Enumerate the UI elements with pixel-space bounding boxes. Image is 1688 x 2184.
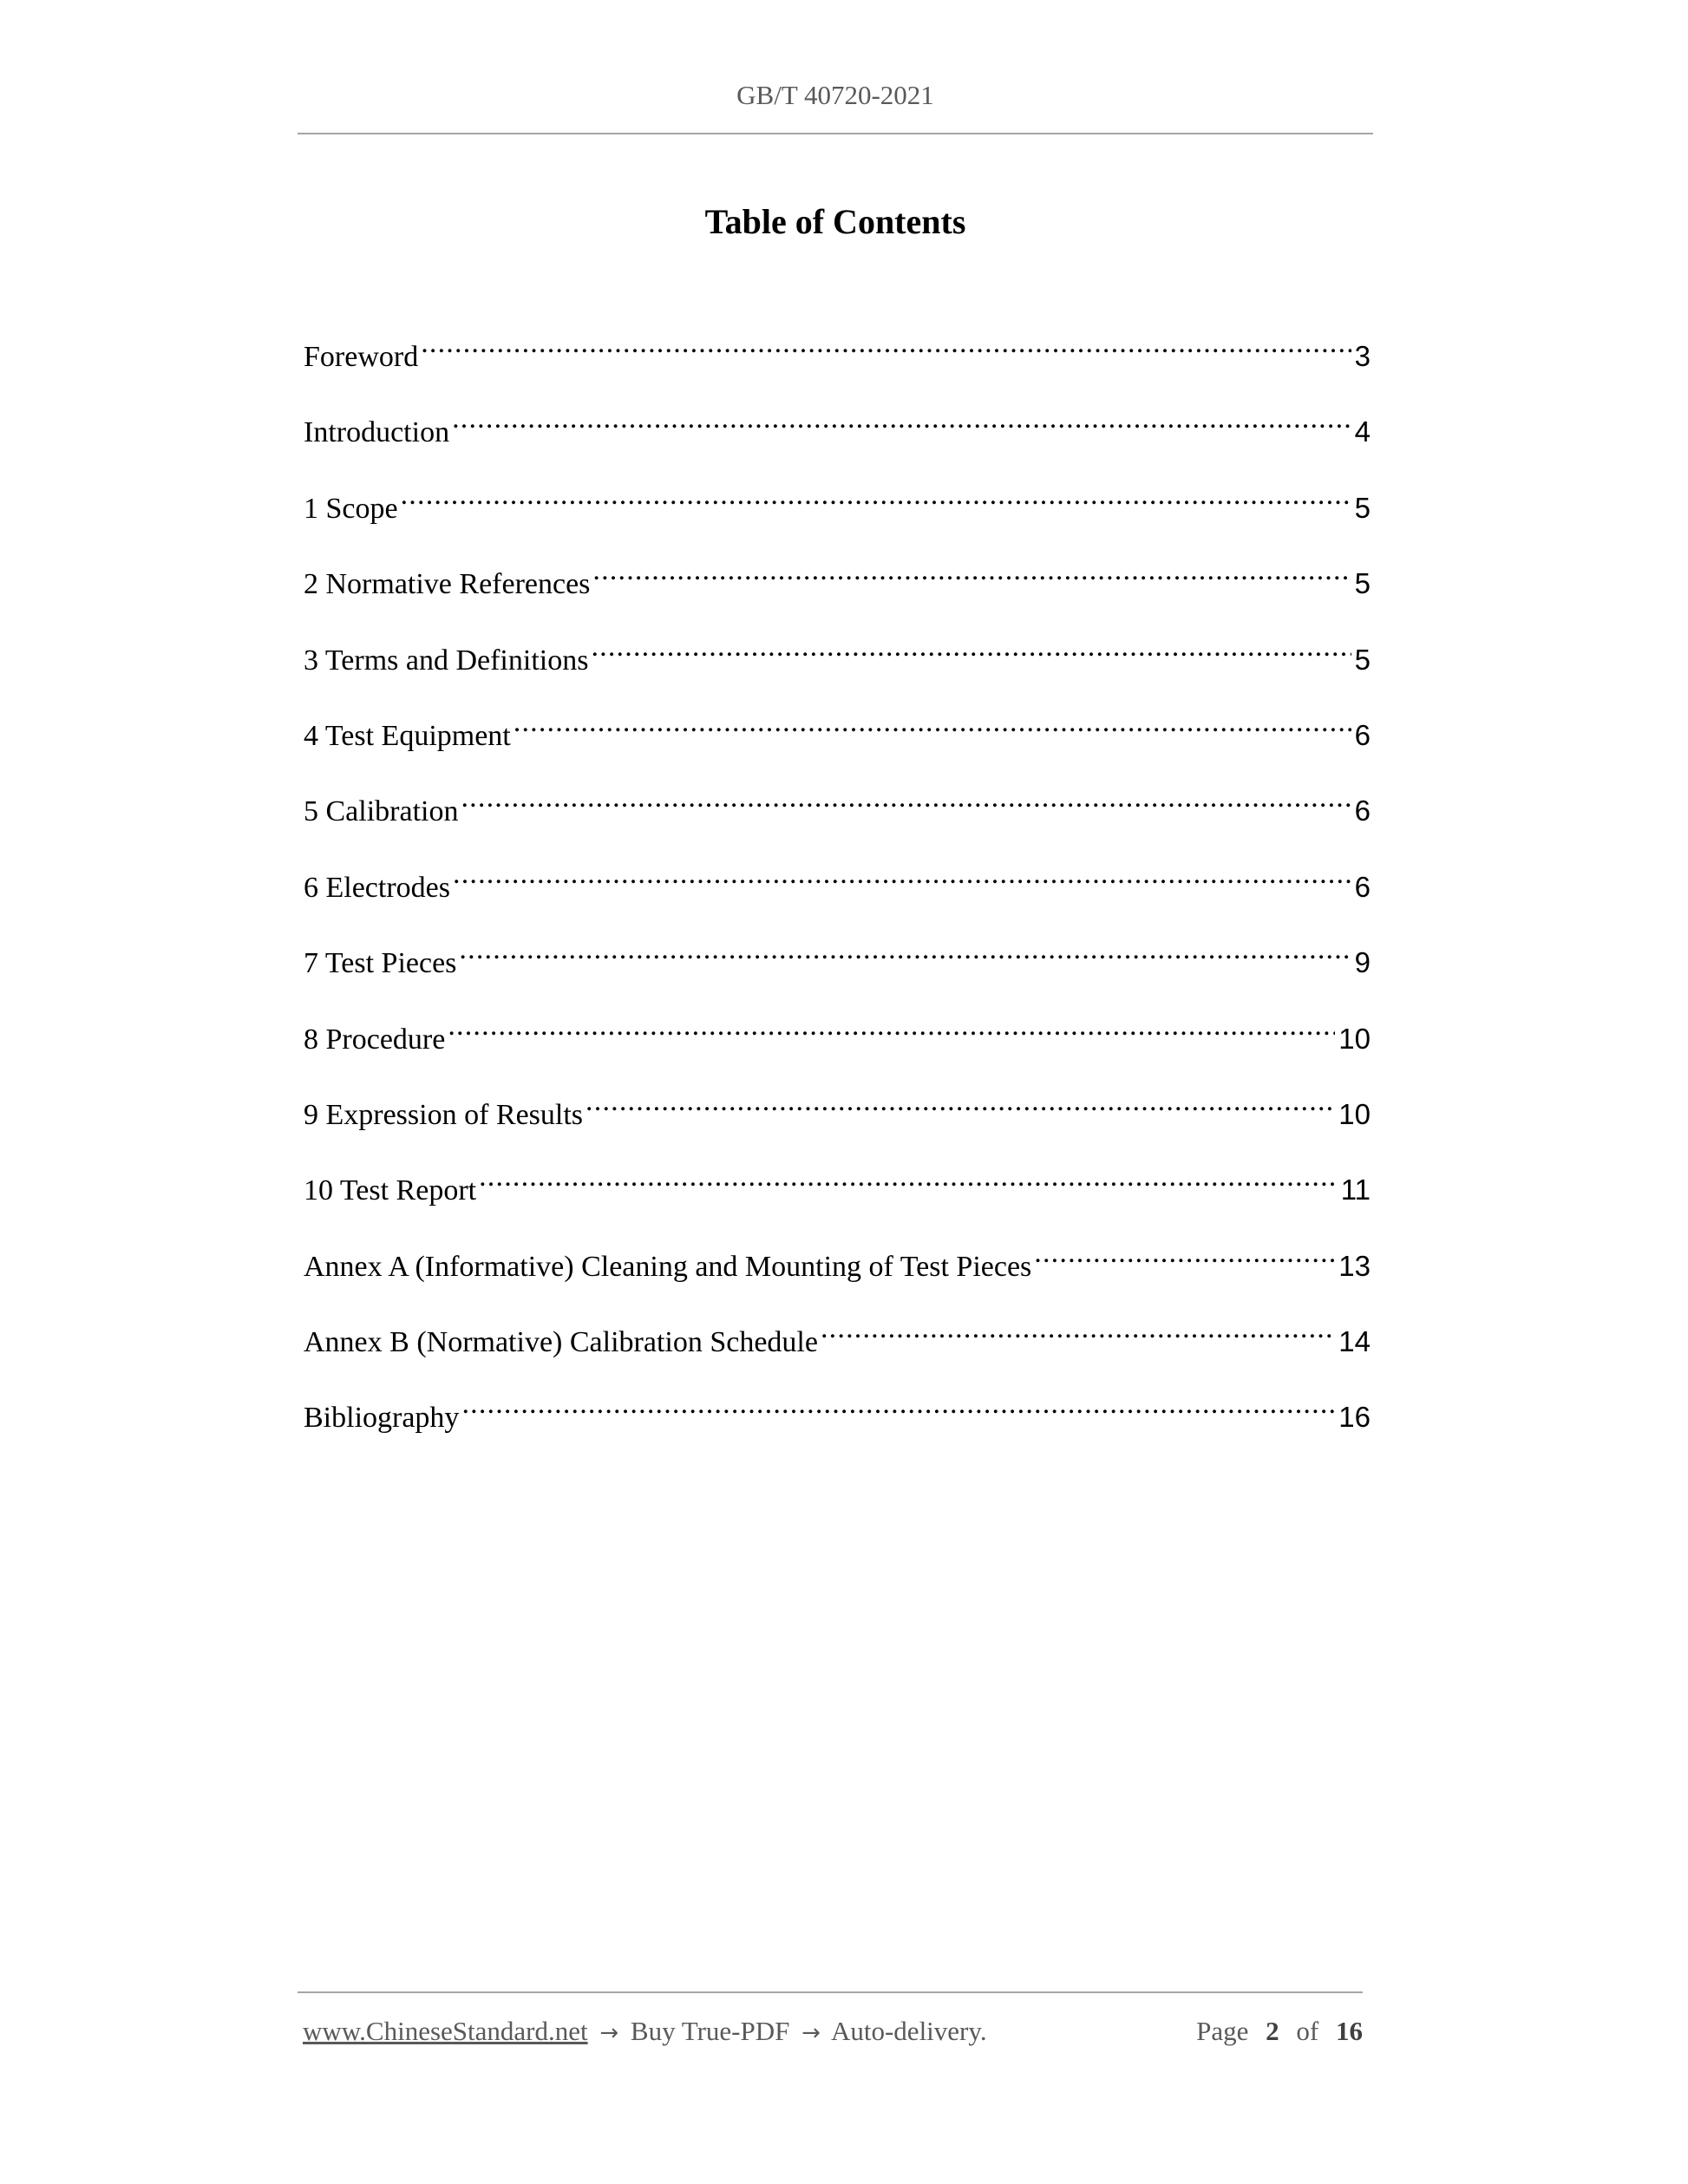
website-link[interactable]: www.ChineseStandard.net bbox=[303, 2016, 588, 2046]
toc-entry-test-pieces[interactable] bbox=[304, 932, 1371, 1008]
table-of-contents bbox=[304, 326, 1371, 1463]
footer-promo bbox=[303, 2012, 987, 2052]
footer-divider bbox=[298, 1991, 1363, 1993]
header-divider bbox=[298, 133, 1373, 134]
toc-entry-normative-references[interactable] bbox=[304, 553, 1371, 629]
toc-entry-page: 6 bbox=[1354, 794, 1371, 827]
total-page-count: 16 bbox=[1336, 2016, 1363, 2046]
toc-entry-label: 5 Calibration bbox=[304, 795, 459, 828]
toc-entry-label: 9 Expression of Results bbox=[304, 1098, 584, 1131]
toc-entry-label: 10 Test Report bbox=[304, 1174, 477, 1207]
of-label: of bbox=[1296, 2016, 1319, 2046]
toc-entry-label: 8 Procedure bbox=[304, 1023, 446, 1056]
toc-entry-page: 5 bbox=[1354, 567, 1371, 600]
dot-leader bbox=[591, 630, 1351, 670]
page-label: Page bbox=[1196, 2016, 1249, 2046]
toc-entry-calibration[interactable] bbox=[304, 781, 1371, 856]
dot-leader bbox=[514, 705, 1351, 745]
toc-entry-page: 11 bbox=[1340, 1174, 1371, 1206]
toc-entry-page: 5 bbox=[1354, 491, 1371, 524]
toc-entry-label: Annex A (Informative) Cleaning and Mounting of Test Pieces bbox=[304, 1250, 1032, 1283]
toc-entry-page: 4 bbox=[1354, 415, 1371, 448]
dot-leader bbox=[1034, 1236, 1335, 1276]
toc-entry-page: 13 bbox=[1338, 1249, 1371, 1282]
running-header: GB/T 40720-2021 bbox=[736, 80, 934, 110]
toc-entry-procedure[interactable] bbox=[304, 1009, 1371, 1084]
toc-entry-label: 6 Electrodes bbox=[304, 871, 450, 904]
dot-leader bbox=[421, 326, 1351, 366]
toc-entry-scope[interactable] bbox=[304, 478, 1371, 553]
toc-entry-electrodes[interactable] bbox=[304, 857, 1371, 932]
toc-entry-label: Introduction bbox=[304, 416, 450, 449]
toc-entry-label: 2 Normative References bbox=[304, 568, 591, 601]
toc-entry-annex-b[interactable] bbox=[304, 1311, 1371, 1387]
toc-entry-page: 10 bbox=[1338, 1097, 1371, 1130]
dot-leader bbox=[821, 1311, 1335, 1351]
page-title: Table of Contents bbox=[704, 202, 966, 241]
toc-entry-label: Bibliography bbox=[304, 1402, 460, 1435]
toc-entry-page: 6 bbox=[1354, 718, 1371, 751]
dot-leader bbox=[592, 553, 1351, 593]
toc-entry-bibliography[interactable] bbox=[304, 1387, 1371, 1462]
toc-entry-label: 3 Terms and Definitions bbox=[304, 644, 589, 677]
toc-entry-page: 14 bbox=[1338, 1325, 1371, 1358]
toc-entry-expression-of-results[interactable] bbox=[304, 1084, 1371, 1160]
toc-entry-terms-and-definitions[interactable] bbox=[304, 630, 1371, 705]
arrow-right-icon: → bbox=[599, 2020, 619, 2046]
dot-leader bbox=[401, 478, 1351, 518]
toc-entry-annex-a[interactable] bbox=[304, 1236, 1371, 1311]
toc-entry-page: 16 bbox=[1338, 1401, 1371, 1434]
toc-entry-label: 4 Test Equipment bbox=[304, 719, 511, 752]
toc-entry-foreword[interactable] bbox=[304, 326, 1371, 402]
footer-step-buy: Buy True-PDF bbox=[630, 2016, 790, 2046]
page-footer bbox=[303, 2012, 1363, 2052]
toc-entry-test-equipment[interactable] bbox=[304, 705, 1371, 781]
toc-entry-label: 7 Test Pieces bbox=[304, 947, 457, 980]
footer-step-delivery: Auto-delivery. bbox=[830, 2016, 987, 2046]
toc-entry-page: 3 bbox=[1354, 340, 1371, 372]
dot-leader bbox=[459, 932, 1351, 972]
toc-entry-page: 10 bbox=[1338, 1022, 1371, 1055]
dot-leader bbox=[479, 1160, 1338, 1200]
toc-entry-introduction[interactable] bbox=[304, 402, 1371, 477]
dot-leader bbox=[461, 1387, 1335, 1427]
arrow-right-icon: → bbox=[801, 2020, 821, 2046]
dot-leader bbox=[586, 1084, 1335, 1124]
dot-leader bbox=[452, 402, 1351, 441]
dot-leader bbox=[461, 781, 1351, 821]
current-page-number: 2 bbox=[1266, 2016, 1279, 2046]
toc-entry-page: 9 bbox=[1354, 946, 1371, 979]
toc-entry-page: 5 bbox=[1354, 643, 1371, 676]
toc-entry-page: 6 bbox=[1354, 870, 1371, 903]
toc-entry-test-report[interactable] bbox=[304, 1160, 1371, 1235]
toc-entry-label: 1 Scope bbox=[304, 492, 398, 525]
page-indicator bbox=[1196, 2012, 1363, 2050]
toc-entry-label: Foreword bbox=[304, 341, 419, 373]
dot-leader bbox=[448, 1009, 1335, 1049]
toc-entry-label: Annex B (Normative) Calibration Schedule bbox=[304, 1326, 818, 1359]
dot-leader bbox=[453, 857, 1351, 897]
